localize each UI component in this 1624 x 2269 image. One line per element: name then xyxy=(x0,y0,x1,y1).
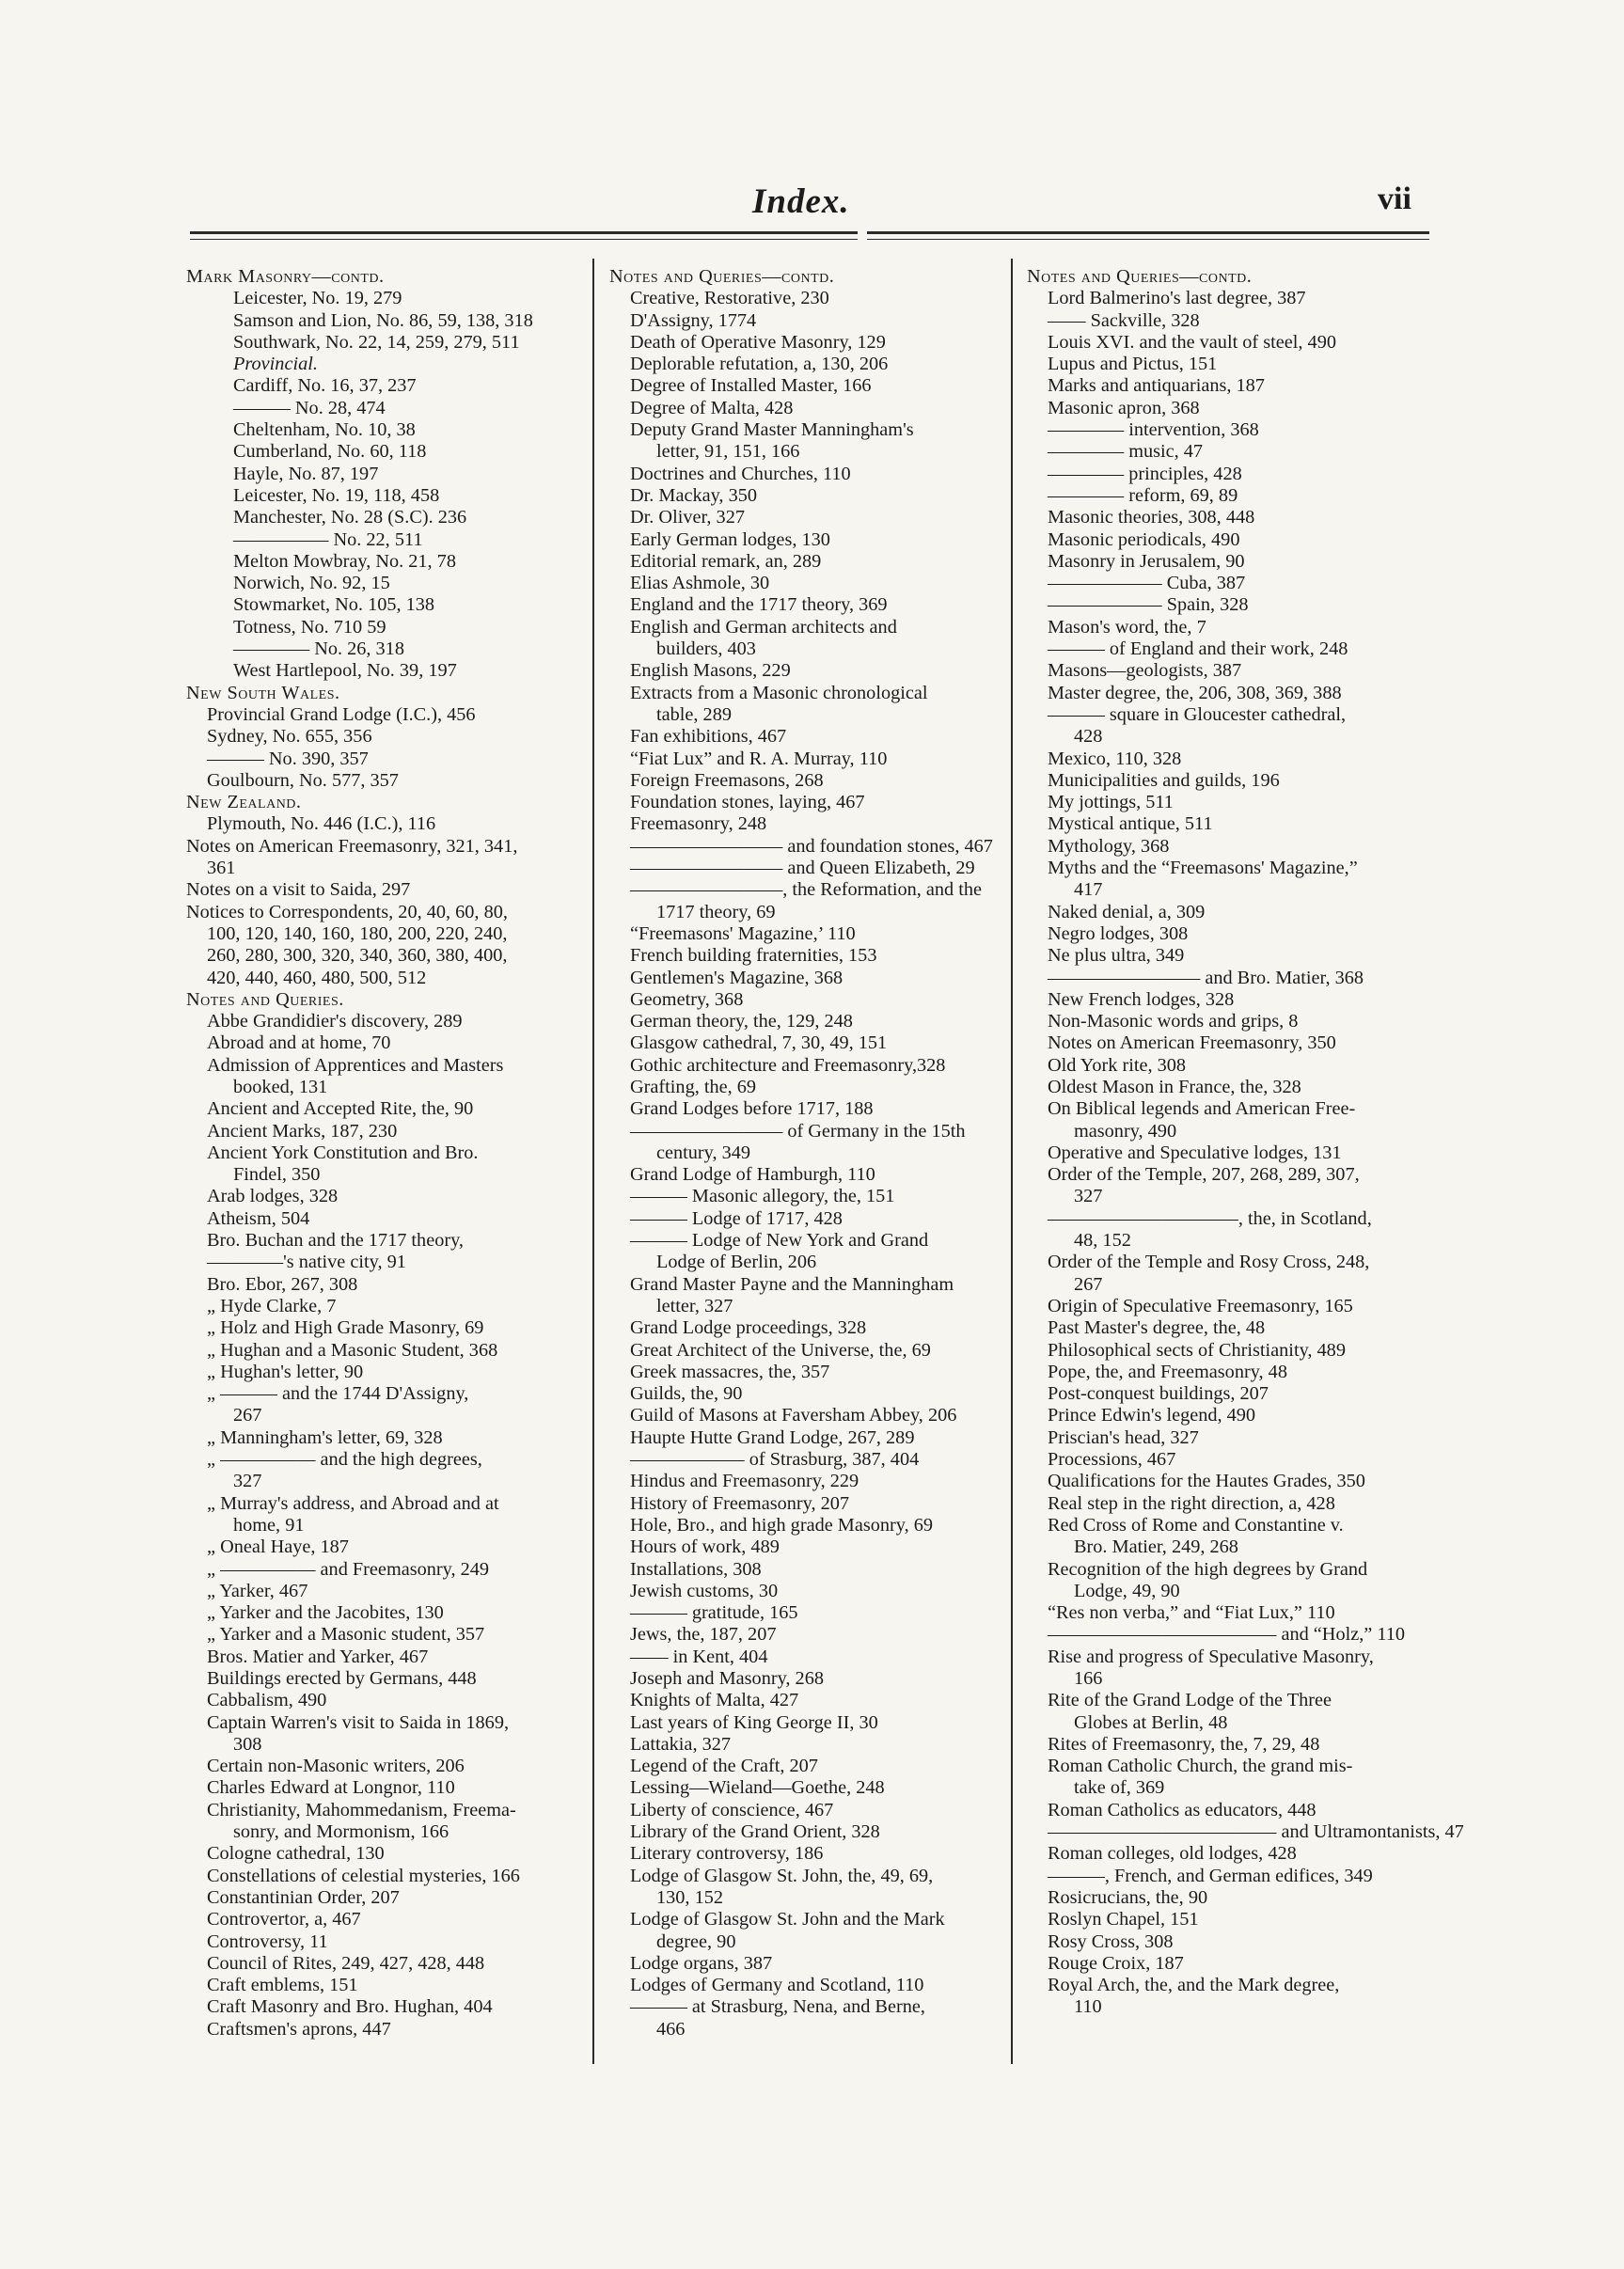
index-entry: Lodge of Berlin, 206 xyxy=(656,1252,817,1273)
index-entry: —— Sackville, 328 xyxy=(1048,309,1200,331)
index-entry: Lodge, 49, 90 xyxy=(1074,1580,1180,1601)
index-entry: ———— music, 47 xyxy=(1048,441,1204,463)
index-entry: Rite of the Grand Lodge of the Three xyxy=(1048,1690,1332,1711)
index-entry: Joseph and Masonry, 268 xyxy=(630,1668,824,1689)
index-entry: Naked denial, a, 309 xyxy=(1048,901,1206,922)
index-entry: letter, 91, 151, 166 xyxy=(656,441,800,463)
index-entry: 466 xyxy=(656,2018,686,2040)
index-entry: Ancient and Accepted Rite, the, 90 xyxy=(207,1098,474,1120)
index-entry: Lord Balmerino's last degree, 387 xyxy=(1048,288,1306,309)
index-entry: Grand Lodge proceedings, 328 xyxy=(630,1317,867,1339)
index-entry: Lodge of Glasgow St. John, the, 49, 69, xyxy=(630,1865,934,1886)
index-entry: —————— Cuba, 387 xyxy=(1048,573,1246,594)
index-entry: Grand Master Payne and the Manningham xyxy=(630,1273,954,1295)
index-entry: Negro lodges, 308 xyxy=(1048,922,1189,944)
index-entry: Rise and progress of Speculative Masonry, xyxy=(1048,1646,1374,1667)
index-entry: Dr. Mackay, 350 xyxy=(630,484,757,506)
index-entry: Hole, Bro., and high grade Masonry, 69 xyxy=(630,1514,933,1536)
index-entry: Certain non-Masonic writers, 206 xyxy=(207,1756,465,1777)
index-section-heading: Notes and Queries—contd. xyxy=(1027,266,1253,287)
index-entry: „ Manningham's letter, 69, 328 xyxy=(207,1426,443,1448)
index-entry: ———— No. 26, 318 xyxy=(233,638,404,660)
index-entry: Literary controversy, 186 xyxy=(630,1843,824,1865)
index-entry: sonry, and Mormonism, 166 xyxy=(233,1821,449,1843)
index-entry: Captain Warren's visit to Saida in 1869, xyxy=(207,1711,510,1733)
index-entry: Liberty of conscience, 467 xyxy=(630,1799,834,1820)
index-entry: ———————— and Queen Elizabeth, 29 xyxy=(630,858,975,879)
index-entry: Municipalities and guilds, 196 xyxy=(1048,769,1280,791)
index-entry: West Hartlepool, No. 39, 197 xyxy=(233,660,457,682)
index-entry: Hours of work, 489 xyxy=(630,1536,780,1558)
index-section-heading: New South Wales. xyxy=(186,682,340,703)
index-entry: 428 xyxy=(1074,726,1103,748)
index-entry: Lessing—Wieland—Goethe, 248 xyxy=(630,1777,885,1799)
index-entry: Atheism, 504 xyxy=(207,1207,310,1229)
index-entry: England and the 1717 theory, 369 xyxy=(630,594,888,616)
index-entry: Leicester, No. 19, 279 xyxy=(233,288,402,309)
index-entry: „ ————— and Freemasonry, 249 xyxy=(207,1558,490,1580)
index-entry: Rouge Croix, 187 xyxy=(1048,1952,1184,1974)
index-entry: “Freemasons' Magazine,’ 110 xyxy=(630,922,856,944)
index-entry: Goulbourn, No. 577, 357 xyxy=(207,769,399,791)
index-entry: Master degree, the, 206, 308, 369, 388 xyxy=(1048,682,1342,703)
index-entry: Gentlemen's Magazine, 368 xyxy=(630,967,844,988)
index-entry: Christianity, Mahommedanism, Freema- xyxy=(207,1799,516,1820)
index-entry: Marks and antiquarians, 187 xyxy=(1048,375,1265,397)
index-entry: ———— intervention, 368 xyxy=(1048,419,1259,441)
index-entry: Bro. Matier, 249, 268 xyxy=(1074,1536,1238,1558)
index-entry: Findel, 350 xyxy=(233,1164,321,1186)
header-rule xyxy=(867,231,1429,234)
index-entry: ————'s native city, 91 xyxy=(207,1252,406,1273)
index-entry: Cheltenham, No. 10, 38 xyxy=(233,419,416,441)
index-entry: Lupus and Pictus, 151 xyxy=(1048,354,1218,375)
index-entry: Jewish customs, 30 xyxy=(630,1580,779,1601)
index-entry: Dr. Oliver, 327 xyxy=(630,507,745,528)
index-entry: Jews, the, 187, 207 xyxy=(630,1624,777,1646)
index-entry: Notes on a visit to Saida, 297 xyxy=(186,879,411,901)
index-entry: Notes on American Freemasonry, 321, 341, xyxy=(186,835,518,857)
index-entry: Lodges of Germany and Scotland, 110 xyxy=(630,1975,924,1996)
index-entry: Lodge organs, 387 xyxy=(630,1952,773,1974)
index-entry: 267 xyxy=(233,1405,262,1426)
index-entry: Notices to Correspondents, 20, 40, 60, 80, xyxy=(186,901,508,922)
index-entry: Mexico, 110, 328 xyxy=(1048,748,1182,769)
index-entry: ——— square in Gloucester cathedral, xyxy=(1048,703,1347,725)
index-entry: Processions, 467 xyxy=(1048,1449,1176,1471)
index-entry: „ Holz and High Grade Masonry, 69 xyxy=(207,1317,484,1339)
index-entry: „ Oneal Haye, 187 xyxy=(207,1536,349,1558)
index-entry: Foreign Freemasons, 268 xyxy=(630,769,824,791)
index-entry: Priscian's head, 327 xyxy=(1048,1426,1199,1448)
column-divider xyxy=(592,259,594,2064)
index-column-3 xyxy=(1027,266,1464,2019)
index-entry: “Res non verba,” and “Fiat Lux,” 110 xyxy=(1048,1602,1335,1624)
index-entry: Library of the Grand Orient, 328 xyxy=(630,1821,880,1843)
index-entry: Doctrines and Churches, 110 xyxy=(630,463,851,484)
index-entry: English Masons, 229 xyxy=(630,660,791,682)
index-entry: Guilds, the, 90 xyxy=(630,1383,743,1405)
index-entry: Recognition of the high degrees by Grand xyxy=(1048,1558,1368,1580)
index-entry: „ Hughan's letter, 90 xyxy=(207,1361,364,1382)
index-entry: Buildings erected by Germans, 448 xyxy=(207,1668,477,1689)
index-entry: Old York rite, 308 xyxy=(1048,1054,1187,1076)
index-entry: —— in Kent, 404 xyxy=(630,1646,768,1667)
index-entry: Lattakia, 327 xyxy=(630,1733,732,1755)
index-entry: New French lodges, 328 xyxy=(1048,988,1235,1010)
index-entry: Craft Masonry and Bro. Hughan, 404 xyxy=(207,1996,493,2018)
index-entry: „ Yarker and a Masonic student, 357 xyxy=(207,1624,485,1646)
index-entry: Roman Catholic Church, the grand mis- xyxy=(1048,1756,1353,1777)
index-entry: Admission of Apprentices and Masters xyxy=(207,1054,504,1076)
index-entry: Masons—geologists, 387 xyxy=(1048,660,1242,682)
index-entry: Bros. Matier and Yarker, 467 xyxy=(207,1646,429,1667)
index-entry: Mason's word, the, 7 xyxy=(1048,616,1206,638)
index-entry: Oldest Mason in France, the, 328 xyxy=(1048,1076,1301,1097)
index-entry: 417 xyxy=(1074,879,1103,901)
index-entry: Plymouth, No. 446 (I.C.), 116 xyxy=(207,813,436,835)
index-entry: Gothic architecture and Freemasonry,328 xyxy=(630,1054,946,1076)
index-column-2 xyxy=(609,266,1002,2041)
index-entry: Stowmarket, No. 105, 138 xyxy=(233,594,435,616)
index-entry: On Biblical legends and American Free- xyxy=(1048,1098,1356,1120)
index-entry: ——— Lodge of New York and Grand xyxy=(630,1230,929,1252)
index-entry: Post-conquest buildings, 207 xyxy=(1048,1383,1269,1405)
index-entry: Roman colleges, old lodges, 428 xyxy=(1048,1843,1297,1865)
index-entry: Globes at Berlin, 48 xyxy=(1074,1711,1228,1733)
index-entry: Totness, No. 710 59 xyxy=(233,616,386,638)
index-entry: Grand Lodge of Hamburgh, 110 xyxy=(630,1164,875,1186)
index-entry: Royal Arch, the, and the Mark degree, xyxy=(1048,1975,1340,1996)
index-entry: Ne plus ultra, 349 xyxy=(1048,945,1185,967)
index-entry: ———— principles, 428 xyxy=(1048,463,1242,484)
index-entry: Freemasonry, 248 xyxy=(630,813,767,835)
index-entry: builders, 403 xyxy=(656,638,756,660)
index-entry: Constellations of celestial mysteries, 166 xyxy=(207,1865,520,1886)
index-entry: Philosophical sects of Christianity, 489 xyxy=(1048,1339,1346,1361)
index-entry: 110 xyxy=(1074,1996,1102,2018)
index-entry: „ ————— and the high degrees, xyxy=(207,1449,482,1471)
index-entry: Last years of King George II, 30 xyxy=(630,1711,878,1733)
index-entry: Provincial. xyxy=(233,354,318,375)
index-entry: —————— Spain, 328 xyxy=(1048,594,1249,616)
index-entry: Sydney, No. 655, 356 xyxy=(207,726,372,748)
index-entry: 1717 theory, 69 xyxy=(656,901,776,922)
index-column-1 xyxy=(186,266,586,2041)
index-section-heading: New Zealand. xyxy=(186,792,302,813)
index-entry: 260, 280, 300, 320, 340, 360, 380, 400, xyxy=(207,945,508,967)
index-entry: Samson and Lion, No. 86, 59, 138, 318 xyxy=(233,309,533,331)
index-entry: Guild of Masons at Faversham Abbey, 206 xyxy=(630,1405,957,1426)
index-entry: booked, 131 xyxy=(233,1076,328,1097)
index-entry: Hindus and Freemasonry, 229 xyxy=(630,1471,859,1492)
header-rule xyxy=(867,239,1429,240)
index-entry: Mythology, 368 xyxy=(1048,835,1170,857)
index-entry: Deputy Grand Master Manningham's xyxy=(630,419,914,441)
index-entry: Louis XVI. and the vault of steel, 490 xyxy=(1048,331,1336,353)
index-entry: Masonic apron, 368 xyxy=(1048,397,1200,418)
index-entry: Masonry in Jerusalem, 90 xyxy=(1048,550,1245,572)
index-entry: Early German lodges, 130 xyxy=(630,528,830,550)
index-entry: Deplorable refutation, a, 130, 206 xyxy=(630,354,889,375)
index-entry: Greek massacres, the, 357 xyxy=(630,1361,830,1382)
index-entry: ———, French, and German edifices, 349 xyxy=(1048,1865,1373,1886)
index-entry: Order of the Temple and Rosy Cross, 248, xyxy=(1048,1252,1370,1273)
index-entry: Grand Lodges before 1717, 188 xyxy=(630,1098,874,1120)
index-entry: Hayle, No. 87, 197 xyxy=(233,463,379,484)
index-entry: home, 91 xyxy=(233,1514,305,1536)
index-entry: Degree of Malta, 428 xyxy=(630,397,794,418)
index-entry: 166 xyxy=(1074,1668,1103,1689)
index-entry: Arab lodges, 328 xyxy=(207,1186,339,1207)
index-entry: 327 xyxy=(233,1471,262,1492)
page-title: Index. xyxy=(752,182,850,221)
index-entry: ——— No. 390, 357 xyxy=(207,748,369,769)
index-entry: ——— at Strasburg, Nena, and Berne, xyxy=(630,1996,925,2018)
index-entry: Qualifications for the Hautes Grades, 350 xyxy=(1048,1471,1365,1492)
index-entry: Rosicrucians, the, 90 xyxy=(1048,1886,1208,1908)
header-rule xyxy=(190,231,858,234)
index-entry: „ ——— and the 1744 D'Assigny, xyxy=(207,1383,469,1405)
index-entry: —————— of Strasburg, 387, 404 xyxy=(630,1449,920,1471)
index-entry: Masonic periodicals, 490 xyxy=(1048,528,1240,550)
index-entry: Roman Catholics as educators, 448 xyxy=(1048,1799,1317,1820)
index-entry: Death of Operative Masonry, 129 xyxy=(630,331,886,353)
index-entry: Installations, 308 xyxy=(630,1558,762,1580)
index-entry: masonry, 490 xyxy=(1074,1120,1177,1142)
index-entry: ——— of England and their work, 248 xyxy=(1048,638,1348,660)
index-entry: ——— No. 28, 474 xyxy=(233,397,386,418)
index-entry: 100, 120, 140, 160, 180, 200, 220, 240, xyxy=(207,922,508,944)
index-entry: Cumberland, No. 60, 118 xyxy=(233,441,427,463)
index-entry: ——— gratitude, 165 xyxy=(630,1602,798,1624)
index-entry: Ancient York Constitution and Bro. xyxy=(207,1142,479,1163)
index-entry: ———— reform, 69, 89 xyxy=(1048,484,1238,506)
index-entry: Red Cross of Rome and Constantine v. xyxy=(1048,1514,1344,1536)
header-rule xyxy=(190,239,858,240)
index-entry: Operative and Speculative lodges, 131 xyxy=(1048,1142,1342,1163)
index-entry: Bro. Buchan and the 1717 theory, xyxy=(207,1230,464,1252)
index-entry: Extracts from a Masonic chronological xyxy=(630,682,928,703)
index-entry: Fan exhibitions, 467 xyxy=(630,726,787,748)
index-entry: Pope, the, and Freemasonry, 48 xyxy=(1048,1361,1287,1382)
index-entry: Council of Rites, 249, 427, 428, 448 xyxy=(207,1952,485,1974)
index-entry: Rites of Freemasonry, the, 7, 29, 48 xyxy=(1048,1733,1320,1755)
index-entry: Norwich, No. 92, 15 xyxy=(233,573,390,594)
index-entry: ——— Masonic allegory, the, 151 xyxy=(630,1186,895,1207)
index-entry: Foundation stones, laying, 467 xyxy=(630,792,865,813)
index-entry: Order of the Temple, 207, 268, 289, 307, xyxy=(1048,1164,1360,1186)
index-entry: Prince Edwin's legend, 490 xyxy=(1048,1405,1256,1426)
index-section-heading: Notes and Queries. xyxy=(186,988,344,1010)
index-entry: 130, 152 xyxy=(656,1886,723,1908)
index-entry: letter, 327 xyxy=(656,1295,733,1316)
index-entry: „ Hughan and a Masonic Student, 368 xyxy=(207,1339,498,1361)
index-entry: Cologne cathedral, 130 xyxy=(207,1843,385,1865)
index-entry: Myths and the “Freemasons' Magazine,” xyxy=(1048,858,1358,879)
index-entry: ——— Lodge of 1717, 428 xyxy=(630,1207,843,1229)
column-divider xyxy=(1011,259,1013,2064)
index-entry: Rosy Cross, 308 xyxy=(1048,1930,1174,1952)
index-entry: Editorial remark, an, 289 xyxy=(630,550,822,572)
index-entry: Constantinian Order, 207 xyxy=(207,1886,400,1908)
index-entry: Degree of Installed Master, 166 xyxy=(630,375,872,397)
index-entry: Abroad and at home, 70 xyxy=(207,1032,391,1054)
index-entry: Mystical antique, 511 xyxy=(1048,813,1213,835)
index-entry: ———————— of Germany in the 15th xyxy=(630,1120,966,1142)
index-entry: D'Assigny, 1774 xyxy=(630,309,757,331)
index-entry: Masonic theories, 308, 448 xyxy=(1048,507,1255,528)
page-header xyxy=(0,181,1624,238)
index-entry: ———————————— and “Holz,” 110 xyxy=(1048,1624,1406,1646)
index-entry: Controversy, 11 xyxy=(207,1930,328,1952)
index-entry: Glasgow cathedral, 7, 30, 49, 151 xyxy=(630,1032,888,1054)
index-entry: Bro. Ebor, 267, 308 xyxy=(207,1273,358,1295)
index-entry: degree, 90 xyxy=(656,1930,736,1952)
index-entry: Non-Masonic words and grips, 8 xyxy=(1048,1011,1299,1032)
index-entry: ——————————, the, in Scotland, xyxy=(1048,1207,1372,1229)
index-entry: Abbe Grandidier's discovery, 289 xyxy=(207,1011,463,1032)
index-entry: 48, 152 xyxy=(1074,1230,1131,1252)
index-entry: Craft emblems, 151 xyxy=(207,1975,358,1996)
index-entry: Origin of Speculative Freemasonry, 165 xyxy=(1048,1295,1353,1316)
index-entry: Lodge of Glasgow St. John and the Mark xyxy=(630,1909,945,1930)
index-entry: ———————— and foundation stones, 467 xyxy=(630,835,993,857)
index-entry: Great Architect of the Universe, the, 69 xyxy=(630,1339,931,1361)
index-entry: Notes on American Freemasonry, 350 xyxy=(1048,1032,1336,1054)
index-entry: Elias Ashmole, 30 xyxy=(630,573,770,594)
index-entry: Melton Mowbray, No. 21, 78 xyxy=(233,550,456,572)
index-entry: Legend of the Craft, 207 xyxy=(630,1756,818,1777)
index-entry: History of Freemasonry, 207 xyxy=(630,1492,850,1514)
index-entry: French building fraternities, 153 xyxy=(630,945,877,967)
index-entry: „ Yarker and the Jacobites, 130 xyxy=(207,1602,444,1624)
index-entry: Controvertor, a, 467 xyxy=(207,1909,361,1930)
index-entry: Creative, Restorative, 230 xyxy=(630,288,829,309)
index-entry: table, 289 xyxy=(656,703,732,725)
index-entry: Cabbalism, 490 xyxy=(207,1690,327,1711)
index-entry: Provincial Grand Lodge (I.C.), 456 xyxy=(207,703,476,725)
index-entry: Manchester, No. 28 (S.C). 236 xyxy=(233,507,467,528)
index-entry: ————————, the Reformation, and the xyxy=(630,879,983,901)
index-entry: Charles Edward at Longnor, 110 xyxy=(207,1777,455,1799)
index-section-heading: Mark Masonry—contd. xyxy=(186,266,385,287)
index-entry: “Fiat Lux” and R. A. Murray, 110 xyxy=(630,748,888,769)
index-entry: Knights of Malta, 427 xyxy=(630,1690,799,1711)
index-entry: 308 xyxy=(233,1733,262,1755)
index-entry: century, 349 xyxy=(656,1142,751,1163)
page-number: vii xyxy=(1378,181,1411,216)
index-entry: Roslyn Chapel, 151 xyxy=(1048,1909,1199,1930)
index-entry: Geometry, 368 xyxy=(630,988,744,1010)
index-entry: Past Master's degree, the, 48 xyxy=(1048,1317,1266,1339)
index-section-heading: Notes and Queries—contd. xyxy=(609,266,835,287)
index-entry: German theory, the, 129, 248 xyxy=(630,1011,853,1032)
index-entry: 267 xyxy=(1074,1273,1103,1295)
index-entry: English and German architects and xyxy=(630,616,897,638)
index-entry: Ancient Marks, 187, 230 xyxy=(207,1120,398,1142)
index-entry: ———————— and Bro. Matier, 368 xyxy=(1048,967,1364,988)
index-entry: Leicester, No. 19, 118, 458 xyxy=(233,484,440,506)
index-entry: „ Murray's address, and Abroad and at xyxy=(207,1492,499,1514)
index-entry: 327 xyxy=(1074,1186,1103,1207)
index-entry: 420, 440, 460, 480, 500, 512 xyxy=(207,967,427,988)
index-entry: My jottings, 511 xyxy=(1048,792,1174,813)
index-entry: „ Yarker, 467 xyxy=(207,1580,308,1601)
index-entry: take of, 369 xyxy=(1074,1777,1165,1799)
index-entry: Haupte Hutte Grand Lodge, 267, 289 xyxy=(630,1426,915,1448)
index-entry: Craftsmen's aprons, 447 xyxy=(207,2018,391,2040)
index-entry: Real step in the right direction, a, 428 xyxy=(1048,1492,1335,1514)
index-entry: ———————————— and Ultramontanists, 47 xyxy=(1048,1821,1464,1843)
index-entry: Grafting, the, 69 xyxy=(630,1076,757,1097)
index-entry: Southwark, No. 22, 14, 259, 279, 511 xyxy=(233,331,520,353)
index-entry: Cardiff, No. 16, 37, 237 xyxy=(233,375,417,397)
index-entry: 361 xyxy=(207,858,236,879)
index-entry: ————— No. 22, 511 xyxy=(233,528,423,550)
index-entry: „ Hyde Clarke, 7 xyxy=(207,1295,337,1316)
